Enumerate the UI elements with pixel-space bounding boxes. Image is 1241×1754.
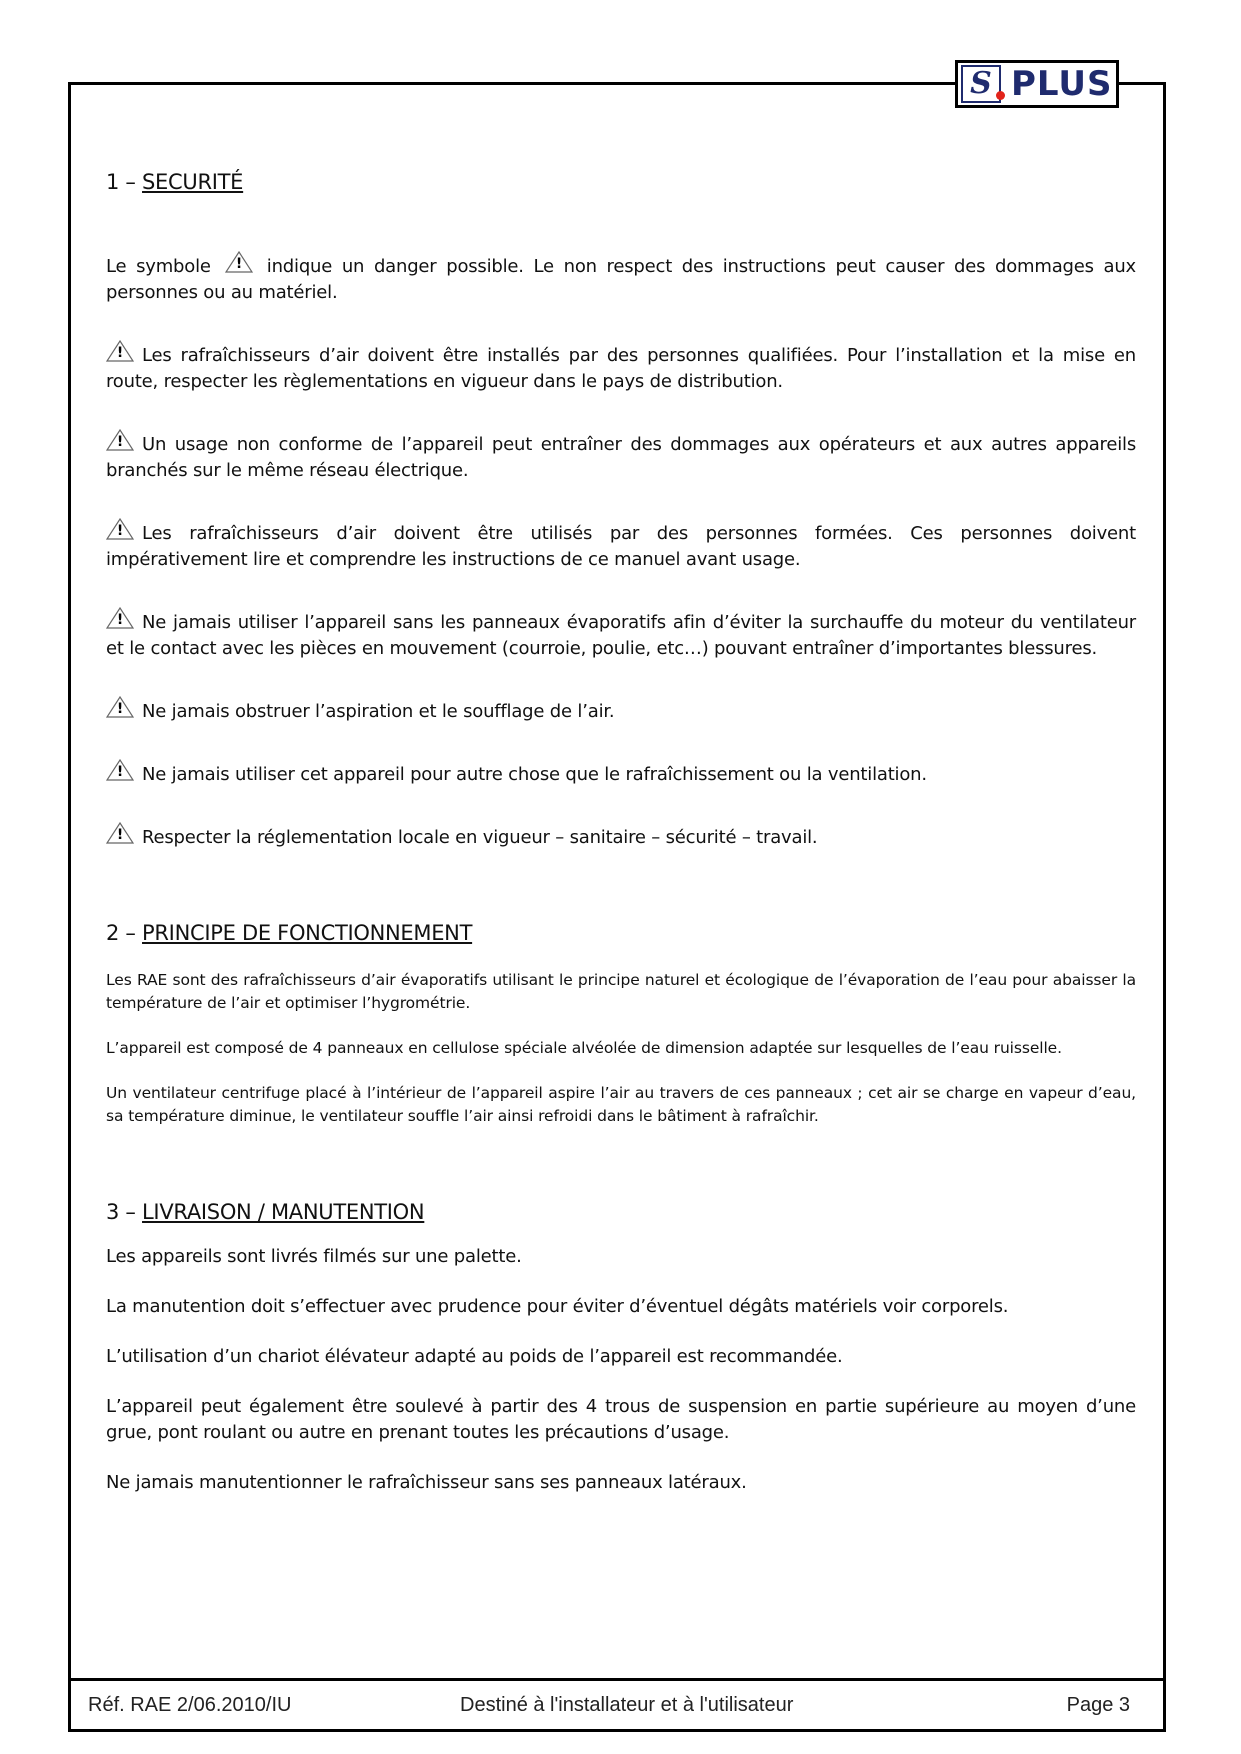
warning-item: ! Ne jamais utiliser cet appareil pour autre chose que le rafraîchissement ou la ventilation. — [106, 759, 1136, 788]
logo-text: PLUS — [1011, 64, 1113, 104]
svg-text:!: ! — [116, 345, 124, 361]
footer-audience: Destiné à l'installateur et à l'utilisateur — [460, 1694, 794, 1716]
warning-icon — [106, 759, 134, 781]
warning-icon — [106, 340, 134, 362]
section-3-paragraph: Les appareils sont livrés filmés sur une palette. — [106, 1246, 522, 1267]
section-2-paragraph: L’appareil est composé de 4 panneaux en cellulose spéciale alvéolée de dimension adaptée sur lesquelles de l’eau ruisselle. — [106, 1039, 1062, 1057]
svg-text:!: ! — [235, 256, 242, 272]
section-1-heading: 1 – SECURITÉ — [106, 170, 244, 194]
section-3-paragraph: L’appareil peut également être soulevé à partir des 4 trous de suspension en partie supérieure au moyen d’une grue, pont roulant ou autre en prenant toutes les précautions d’usage. — [106, 1396, 1136, 1443]
svg-text:!: ! — [116, 701, 124, 717]
warning-icon — [106, 822, 134, 844]
warning-item: ! Un usage non conforme de l’appareil peut entraîner des dommages aux opérateurs et aux autres appareils branchés sur le même réseau électrique. — [106, 429, 1136, 484]
warning-icon — [106, 696, 134, 718]
logo-s-mark: S — [961, 65, 1001, 103]
svg-text:!: ! — [116, 434, 124, 450]
svg-text:!: ! — [116, 523, 124, 539]
warning-item: ! Ne jamais utiliser l’appareil sans les panneaux évaporatifs afin d’éviter la surchauffe du moteur du ventilateur et le contact avec les pièces en mouvement (courroie, poulie, etc…) pouvant entraîner d’importantes blessures. — [106, 607, 1136, 662]
section-2-paragraph: Un ventilateur centrifuge placé à l’intérieur de l’appareil aspire l’air au travers de ces panneaux ; cet air se charge en vapeur d’eau, sa température diminue, le ventilateur souffle l’air ainsi refroidi dans le bâtiment à rafraîchir. — [106, 1084, 1136, 1125]
warning-icon — [225, 251, 253, 273]
section-3-paragraph: La manutention doit s’effectuer avec prudence pour éviter d’éventuel dégâts matériels voir corporels. — [106, 1296, 1009, 1317]
section-3-paragraph: Ne jamais manutentionner le rafraîchisseur sans ses panneaux latéraux. — [106, 1472, 747, 1493]
section-3-paragraph: L’utilisation d’un chariot élévateur adapté au poids de l’appareil est recommandée. — [106, 1346, 843, 1367]
section-1-intro: Le symbole ! indique un danger possible. Le non respect des instructions peut causer des dommages aux personnes ou au matériel. — [106, 251, 1136, 306]
footer-reference: Réf. RAE 2/06.2010/IU — [88, 1694, 292, 1716]
warning-icon — [106, 607, 134, 629]
footer-page-number: Page 3 — [1066, 1694, 1130, 1716]
warning-item: ! Ne jamais obstruer l’aspiration et le soufflage de l’air. — [106, 696, 1136, 725]
section-3-heading: 3 – LIVRAISON / MANUTENTION — [106, 1200, 425, 1224]
warning-icon — [106, 518, 134, 540]
page-footer — [68, 1680, 1166, 1730]
section-2-heading: 2 – PRINCIPE DE FONCTIONNEMENT — [106, 921, 473, 945]
svg-text:!: ! — [116, 827, 124, 843]
warning-icon — [106, 429, 134, 451]
svg-text:!: ! — [116, 612, 124, 628]
svg-text:!: ! — [116, 764, 124, 780]
warning-item: ! Respecter la réglementation locale en vigueur – sanitaire – sécurité – travail. — [106, 822, 1136, 851]
splus-logo — [955, 60, 1119, 108]
warning-item: ! Les rafraîchisseurs d’air doivent être utilisés par des personnes formées. Ces personnes doivent impérativement lire et comprendre les instructions de ce manuel avant usage. — [106, 518, 1136, 573]
warning-item: ! Les rafraîchisseurs d’air doivent être installés par des personnes qualifiées. Pour l’installation et la mise en route, respecter les règlementations en vigueur dans le pays de distribution. — [106, 340, 1136, 395]
section-2-paragraph: Les RAE sont des rafraîchisseurs d’air évaporatifs utilisant le principe naturel et écologique de l’évaporation de l’eau pour abaisser la température de l’air et optimiser l’hygrométrie. — [106, 971, 1136, 1012]
page-content — [106, 168, 1136, 1496]
